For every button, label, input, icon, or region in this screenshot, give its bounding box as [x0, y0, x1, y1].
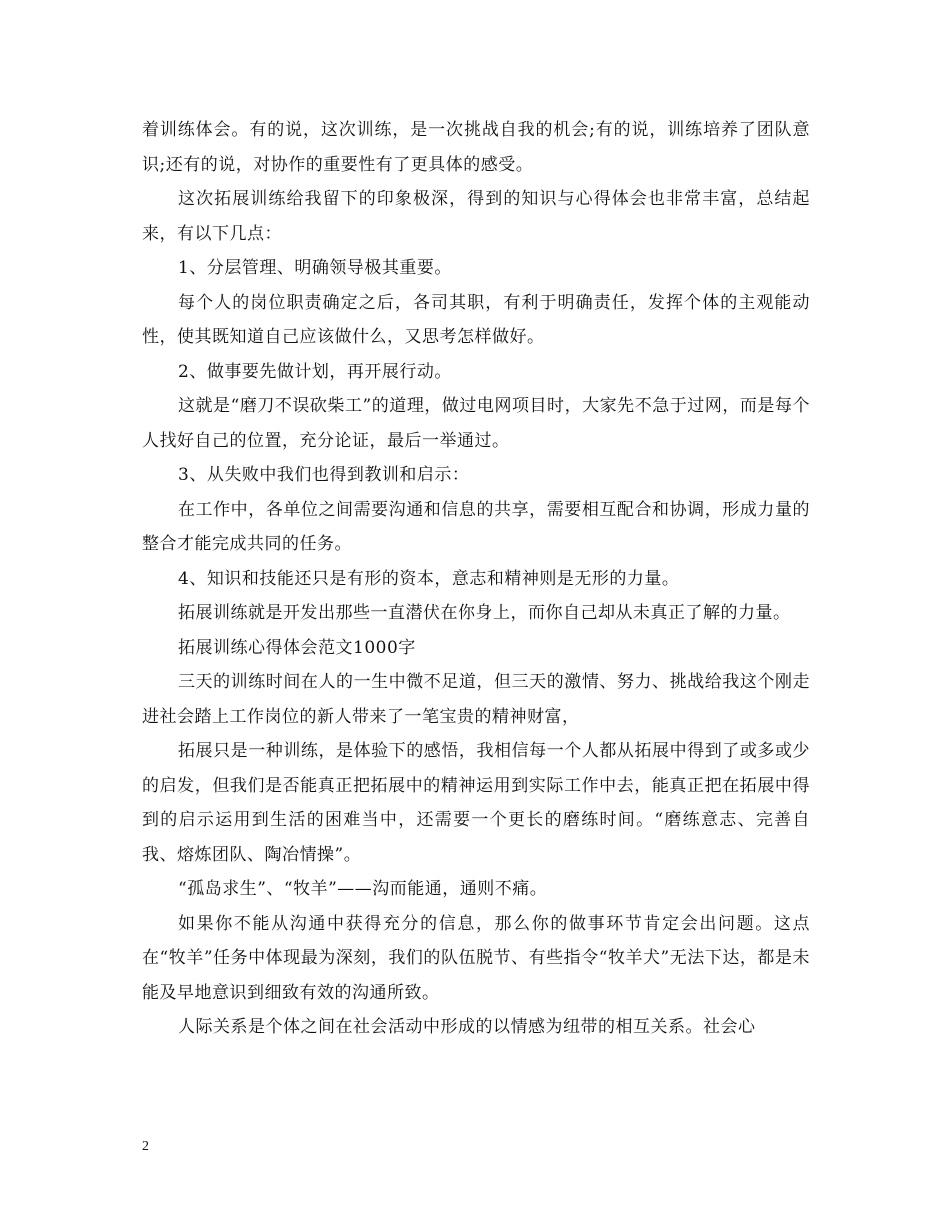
paragraph-7: 在工作中，各单位之间需要沟通和信息的共享，需要相互配合和协调，形成力量的整合才能完成共同的任务。 [142, 499, 810, 554]
paragraph-5: 这就是“磨刀不误砍柴工”的道理，做过电网项目时，大家先不急于过网，而是每个人找好自己的位置，充分论证，最后一举通过。 [142, 396, 810, 451]
paragraph-13: “孤岛求生”、“牧羊”——沟而能通，通则不痛。 [178, 879, 548, 899]
section-heading: 拓展训练心得体会范文1000字 [178, 637, 416, 658]
paragraph-14: 如果你不能从沟通中获得充分的信息，那么你的做事环节肯定会出问题。这点在“牧羊”任务中体现最为深刻，我们的队伍脱节、有些指令“牧羊犬”无法下达，都是未能及早地意识到细致有效的沟通所致。 [142, 913, 810, 1003]
paragraph-12: 拓展只是一种训练，是体验下的感悟，我相信每一个人都从拓展中得到了或多或少的启发，但我们是否能真正把拓展中的精神运用到实际工作中去，能真正把在拓展中得到的启示运用到生活的困难当中，还需要一个更长的磨练时间。“磨练意志、完善自我、熔炼团队、陶冶情操”。 [142, 741, 810, 865]
paragraph-4: 2、做事要先做计划，再开展行动。 [178, 361, 452, 382]
body-text [142, 113, 810, 1045]
paragraph-11: 三天的训练时间在人的一生中微不足道，但三天的激情、努力、挑战给我这个刚走进社会踏上工作岗位的新人带来了一笔宝贵的精神财富， [142, 672, 810, 727]
paragraph-8: 4、知识和技能还只是有形的资本，意志和精神则是无形的力量。 [178, 568, 680, 589]
paragraph-1: 这次拓展训练给我留下的印象极深，得到的知识与心得体会也非常丰富，总结起来，有以下几点： [142, 189, 810, 244]
paragraph-6: 3、从失败中我们也得到教训和启示： [178, 465, 470, 485]
paragraph-3: 每个人的岗位职责确定之后，各司其职，有利于明确责任，发挥个体的主观能动性，使其既知道自己应该做什么，又思考怎样做好。 [142, 292, 810, 347]
paragraph-9: 拓展训练就是开发出那些一直潜伏在你身上，而你自己却从未真正了解的力量。 [178, 603, 791, 623]
paragraph-0: 着训练体会。有的说，这次训练，是一次挑战自我的机会;有的说，训练培养了团队意识;还有的说，对协作的重要性有了更具体的感受。 [142, 120, 810, 175]
page-number: 2 [142, 1139, 149, 1154]
paragraph-2: 1、分层管理、明确领导极其重要。 [178, 258, 452, 278]
paragraph-15: 人际关系是个体之间在社会活动中形成的以情感为纽带的相互关系。社会心 [178, 1017, 756, 1037]
